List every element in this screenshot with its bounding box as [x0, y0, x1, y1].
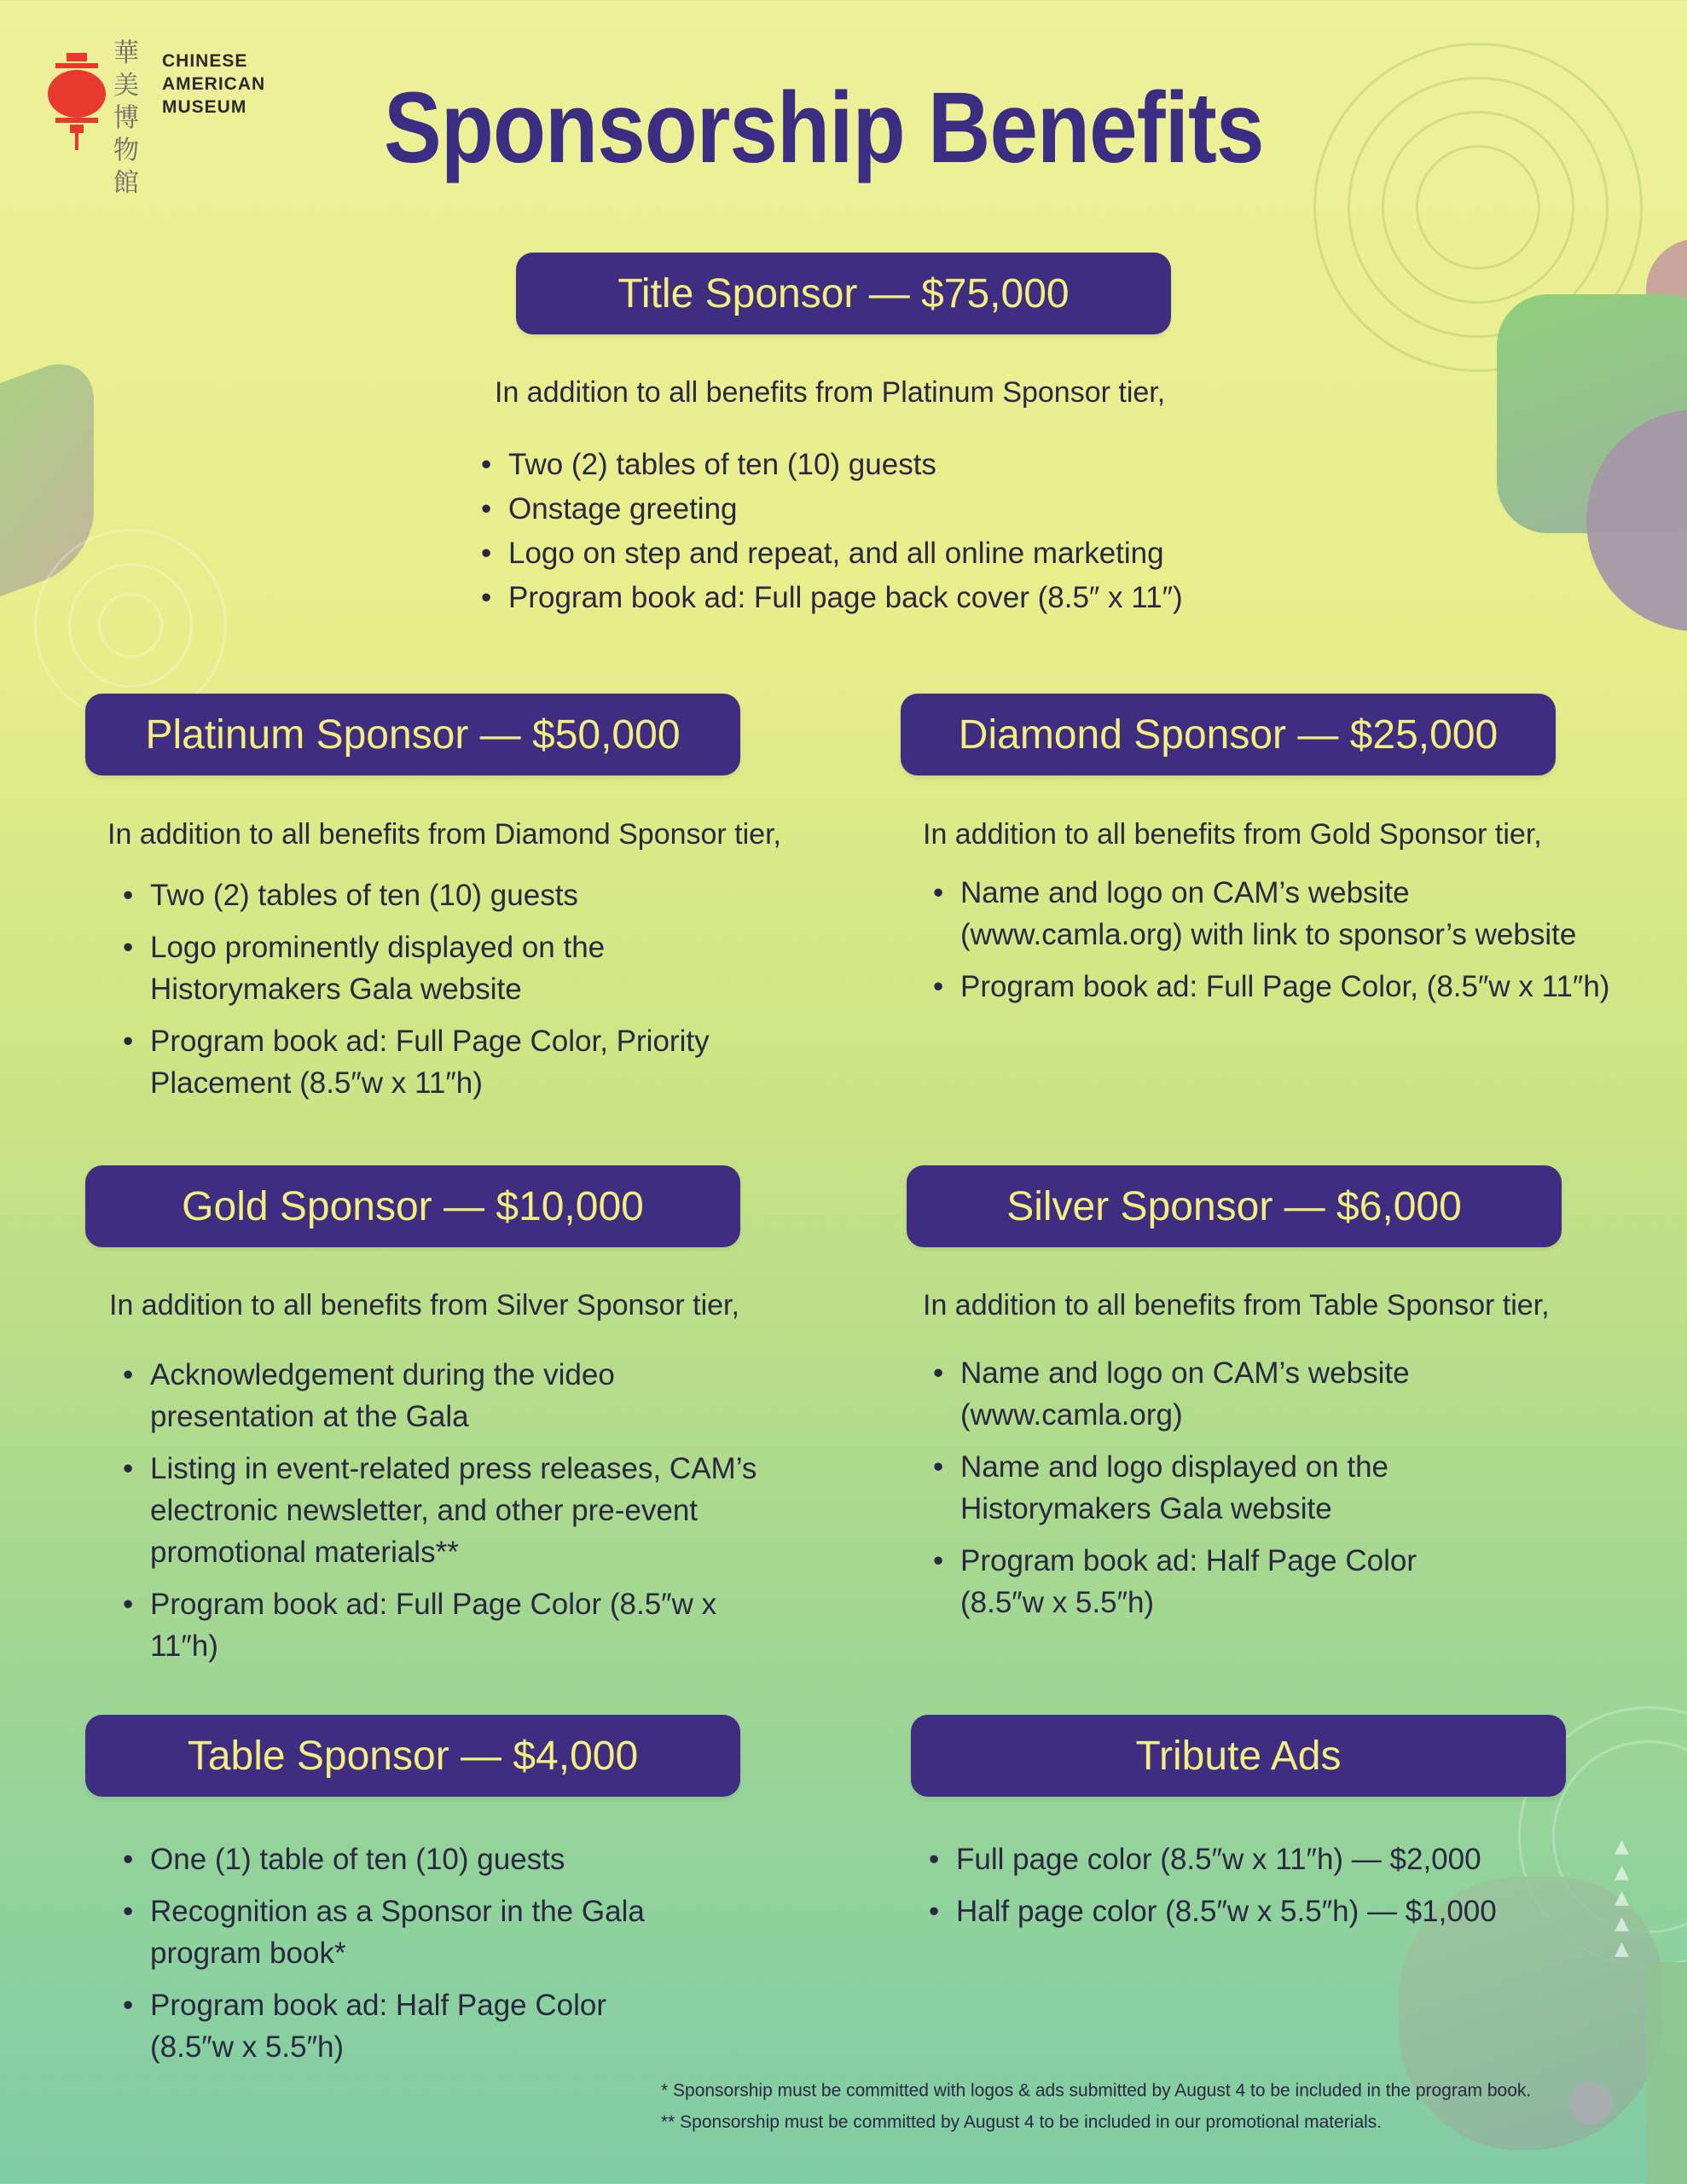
list-item: • One (1) table of ten (10) guests: [119, 1838, 682, 1880]
list-item: • Program book ad: Full Page Color, (8.5″w x 11″h): [930, 966, 1612, 1008]
gold-sponsor-heading: Gold Sponsor — $10,000: [85, 1165, 740, 1247]
list-item: • Half page color (8.5″w x 5.5″h) — $1,000: [925, 1891, 1625, 1932]
title-sponsor-heading: Title Sponsor — $75,000: [516, 253, 1171, 334]
diamond-sponsor-benefits: [930, 872, 1612, 1018]
list-item: • Name and logo on CAM’s website (www.camla.org) with link to sponsor’s website: [930, 872, 1612, 956]
list-item: • Onstage greeting: [478, 488, 1245, 530]
list-item: • Two (2) tables of ten (10) guests: [119, 874, 733, 916]
logo-char: 物: [113, 136, 139, 166]
lantern-icon: [47, 53, 107, 155]
decor-triangles: ▲ ▲ ▲ ▲ ▲: [1615, 1836, 1629, 1960]
logo-english-name: [162, 49, 265, 119]
logo-line: MUSEUM: [162, 97, 247, 117]
cam-logo[interactable]: [47, 38, 303, 198]
list-item: • Listing in event-related press releases, CAM’s electronic newsletter, and other pre-event promotional materials**: [119, 1448, 768, 1573]
gold-sponsor-intro: In addition to all benefits from Silver Sponsor tier,: [109, 1289, 739, 1321]
tribute-ads-heading: Tribute Ads: [911, 1715, 1566, 1797]
silver-sponsor-heading: Silver Sponsor — $6,000: [907, 1165, 1562, 1247]
diamond-sponsor-heading: Diamond Sponsor — $25,000: [901, 694, 1556, 775]
list-item: • Logo on step and repeat, and all online marketing: [478, 532, 1245, 574]
list-item: • Name and logo on CAM’s website (www.camla.org): [930, 1352, 1475, 1436]
silver-sponsor-intro: In addition to all benefits from Table Sponsor tier,: [923, 1289, 1550, 1321]
list-item: • Name and logo displayed on the Historymakers Gala website: [930, 1446, 1475, 1530]
silver-sponsor-benefits: [930, 1352, 1475, 1634]
gold-sponsor-benefits: [119, 1354, 768, 1677]
list-item: • Program book ad: Half Page Color (8.5″w x 5.5″h): [119, 1984, 682, 2068]
tribute-ads-list: [925, 1838, 1625, 1943]
list-item: • Two (2) tables of ten (10) guests: [478, 444, 1245, 485]
list-item: • Full page color (8.5″w x 11″h) — $2,000: [925, 1838, 1625, 1880]
title-sponsor-benefits: [478, 444, 1245, 621]
footnote: * Sponsorship must be committed with logos & ads submitted by August 4 to be included in the program book.: [661, 2081, 1532, 2100]
platinum-sponsor-benefits: [119, 874, 733, 1114]
table-sponsor-benefits: [119, 1838, 682, 2078]
logo-chinese-name: [113, 38, 148, 200]
list-item: • Logo prominently displayed on the Historymakers Gala website: [119, 926, 733, 1010]
platinum-sponsor-intro: In addition to all benefits from Diamond Sponsor tier,: [107, 818, 781, 851]
decor-ring: [98, 593, 163, 658]
decor-ring: [1416, 145, 1540, 270]
list-item: • Program book ad: Full Page Color, Priority Placement (8.5″w x 11″h): [119, 1020, 733, 1104]
page-title: Sponsorship Benefits: [384, 72, 1264, 184]
logo-line: AMERICAN: [162, 74, 266, 94]
logo-char: 美: [113, 71, 139, 101]
footnotes: [661, 2075, 1531, 2138]
diamond-sponsor-intro: In addition to all benefits from Gold Sponsor tier,: [923, 818, 1542, 851]
logo-line: CHINESE: [162, 51, 248, 71]
platinum-sponsor-heading: Platinum Sponsor — $50,000: [85, 694, 740, 775]
decor-gray-circle: [1569, 2082, 1612, 2124]
logo-char: 博: [113, 103, 139, 133]
footnote: ** Sponsorship must be committed by August 4 to be included in our promotional materials.: [661, 2112, 1383, 2132]
list-item: • Acknowledgement during the video presentation at the Gala: [119, 1354, 768, 1438]
logo-char: 館: [113, 168, 139, 198]
list-item: • Program book ad: Half Page Color (8.5″w x 5.5″h): [930, 1540, 1475, 1623]
logo-char: 華: [113, 38, 139, 68]
list-item: • Recognition as a Sponsor in the Gala program book*: [119, 1891, 682, 1974]
decor-bottom-strip: [1646, 1962, 1687, 2184]
table-sponsor-heading: Table Sponsor — $4,000: [85, 1715, 740, 1797]
title-sponsor-intro: In addition to all benefits from Platinum Sponsor tier,: [495, 376, 1166, 409]
list-item: • Program book ad: Full Page Color (8.5″w x 11″h): [119, 1583, 768, 1667]
list-item: • Program book ad: Full page back cover (8.5″ x 11″): [478, 577, 1245, 619]
